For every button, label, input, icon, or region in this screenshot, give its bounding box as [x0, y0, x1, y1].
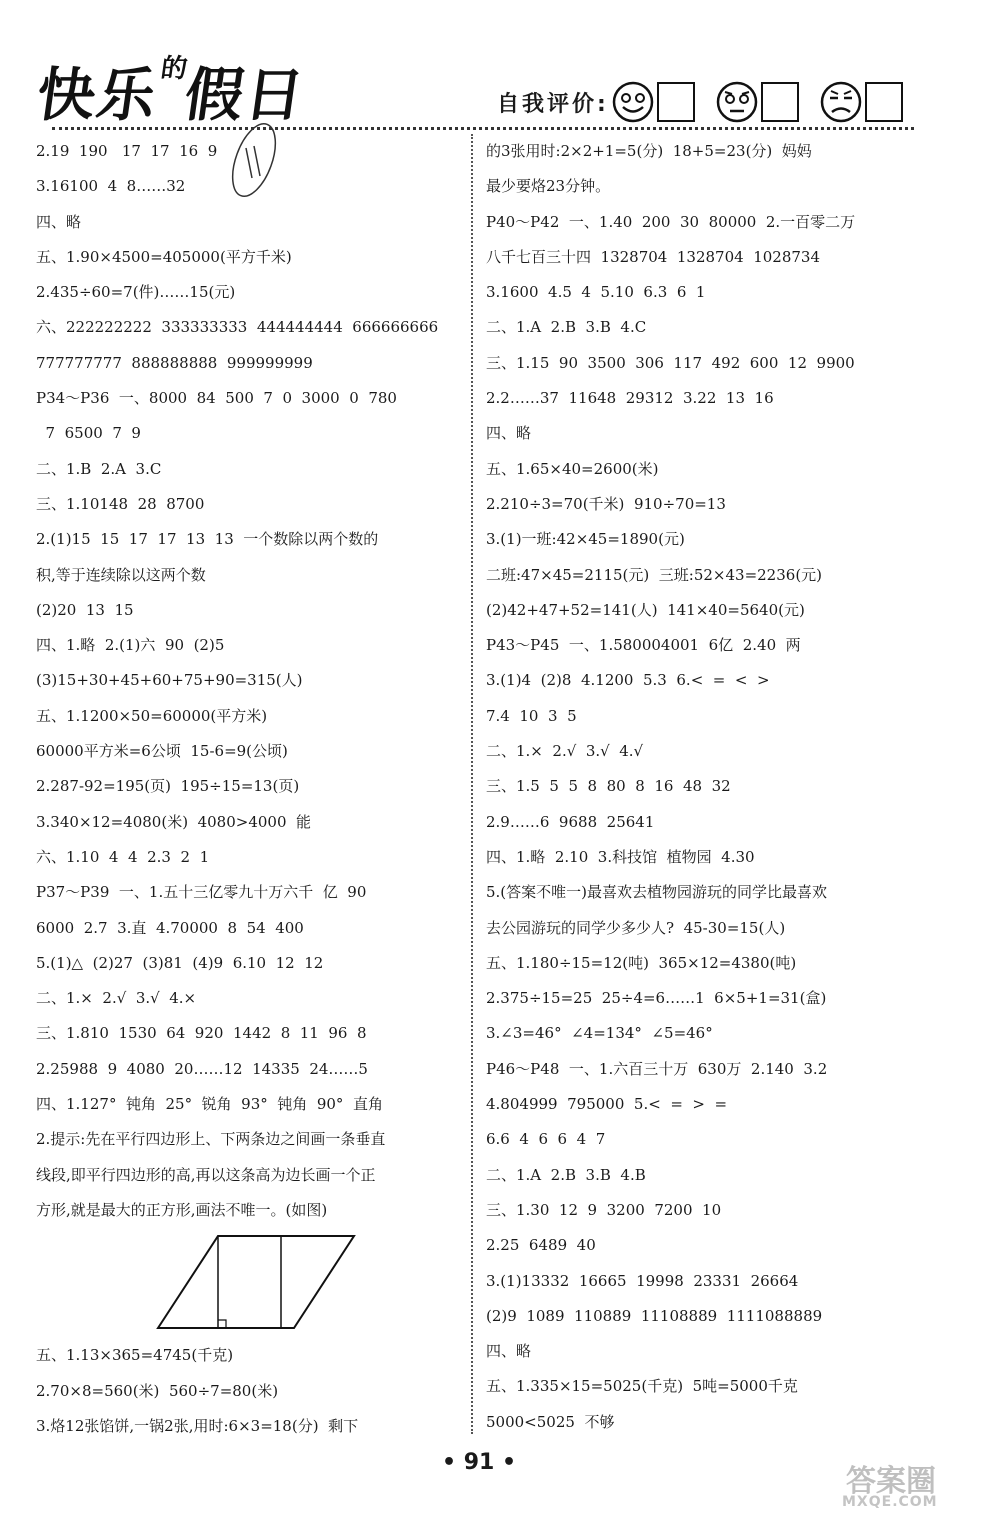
answer-line: (2)9 1089 110889 11108889 1111088889 [486, 1306, 823, 1325]
answer-line: 二、1.A 2.B 3.B 4.B [486, 1165, 646, 1184]
answer-line: 四、1.127° 钝角 25° 锐角 93° 钝角 90° 直角 [36, 1095, 383, 1114]
answer-line: P34～P36 一、8000 84 500 7 0 3000 0 780 [36, 389, 397, 408]
answer-line: (2)20 13 15 [36, 600, 134, 619]
answer-line: 四、1.略 2.10 3.科技馆 植物园 4.30 [486, 847, 755, 866]
answer-line: 五、1.335×15=5025(千克) 5吨=5000千克 [486, 1377, 798, 1396]
answer-line: 3.1600 4.5 4 5.10 6.3 6 1 [486, 283, 706, 302]
answer-line: 4.804999 795000 5.< = > = [486, 1095, 728, 1114]
right-column [486, 134, 906, 1440]
worried-face-icon [715, 80, 759, 124]
answer-line: 3.16100 4 8……32 [36, 177, 186, 196]
answer-line: 2.25 6489 40 [486, 1236, 596, 1255]
answer-line: 2.(1)15 15 17 17 13 13 一个数除以两个数的 [36, 530, 379, 549]
answer-line: 八千七百三十四 1328704 1328704 1028734 [486, 247, 821, 266]
watermark-logo: 答案圈 [846, 1464, 936, 1499]
self-evaluation [497, 80, 923, 124]
answer-line: 去公园游玩的同学少多少人? 45-30=15(人) [486, 918, 786, 937]
answer-line: 3.340×12=4080(米) 4080>4000 能 [36, 812, 312, 831]
answer-line: 线段,即平行四边形的高,再以这条高为边长画一个正 [36, 1165, 376, 1184]
answer-line: 三、1.15 90 3500 306 117 492 600 12 9900 [486, 353, 855, 372]
page-number: • 91 • [442, 1450, 517, 1475]
answer-line: 2.2……37 11648 29312 3.22 13 16 [486, 389, 774, 408]
answer-line: 6000 2.7 3.直 4.70000 8 54 400 [36, 918, 304, 937]
answer-line: 方形,就是最大的正方形,画法不唯一。(如图) [36, 1200, 328, 1219]
answer-line: 五、1.90×4500=405000(平方千米) [36, 247, 292, 266]
answer-line: 三、1.30 12 9 3200 7200 10 [486, 1200, 722, 1219]
answer-line: 2.19 190 17 17 16 9 [36, 142, 218, 160]
answer-line: 的3张用时:2×2+1=5(分) 18+5=23(分) 妈妈 [486, 142, 812, 160]
smile-face-icon [611, 80, 655, 124]
answer-line: 6.6 4 6 6 4 7 [486, 1130, 606, 1149]
answer-line: 四、略 [486, 1342, 532, 1361]
answer-line: P46～P48 一、1.六百三十万 630万 2.140 3.2 [486, 1059, 828, 1078]
self-evaluation-label: 自我评价: [497, 91, 609, 117]
answer-line: 777777777 888888888 999999999 [36, 353, 313, 372]
answer-line: P40～P42 一、1.40 200 30 80000 2.一百零二万 [486, 212, 856, 231]
column-divider [471, 134, 473, 1434]
answer-line: 六、222222222 333333333 444444444 666666666 [36, 318, 439, 337]
answer-line: 2.435÷60=7(件)……15(元) [36, 283, 236, 302]
answer-line: 三、1.810 1530 64 920 1442 8 11 96 8 [36, 1024, 367, 1043]
page-header [0, 0, 1000, 130]
answer-line: 六、1.10 4 4 2.3 2 1 [36, 847, 210, 866]
answer-line: 二、1.A 2.B 3.B 4.C [486, 318, 647, 337]
answer-line: 积,等于连续除以这两个数 [36, 565, 206, 584]
answer-line: 3.∠3=46° ∠4=134° ∠5=46° [486, 1024, 713, 1043]
answer-line: 五、1.13×365=4745(千克) [36, 1346, 234, 1365]
answer-line: (2)42+47+52=141(人) 141×40=5640(元) [486, 600, 805, 619]
answer-line: 5.(答案不唯一)最喜欢去植物园游玩的同学比最喜欢 [486, 883, 828, 902]
answer-line: (3)15+30+45+60+75+90=315(人) [36, 671, 303, 690]
evaluation-box-2[interactable] [761, 82, 799, 122]
answer-line: 五、1.1200×50=60000(平方米) [36, 706, 268, 725]
parallelogram-diagram [156, 1232, 356, 1332]
answer-line: 7.4 10 3 5 [486, 706, 577, 725]
answer-line: 2.210÷3=70(千米) 910÷70=13 [486, 494, 726, 513]
answer-line: 四、略 [36, 212, 82, 231]
watermark-site: MXQE.COM [842, 1494, 938, 1510]
answer-line: 五、1.180÷15=12(吨) 365×12=4380(吨) [486, 953, 797, 972]
evaluation-box-1[interactable] [657, 82, 695, 122]
answer-line: 四、略 [486, 424, 532, 443]
answer-line: P43～P45 一、1.580004001 6亿 2.40 两 [486, 636, 801, 655]
answer-line: 2.25988 9 4080 20……12 14335 24……5 [36, 1059, 368, 1078]
answer-line: 3.(1)一班:42×45=1890(元) [486, 530, 685, 549]
answer-line: P37～P39 一、1.五十三亿零九十万六千 亿 90 [36, 883, 367, 902]
header-divider [52, 127, 914, 130]
answer-line: 5000<5025 不够 [486, 1412, 615, 1431]
answer-line: 二、1.× 2.√ 3.√ 4.√ [486, 742, 644, 761]
book-title-logo: 快乐$^的$假日 [32, 54, 311, 129]
answer-line: 四、1.略 2.(1)六 90 (2)5 [36, 636, 225, 655]
answer-line: 60000平方米=6公顷 15-6=9(公顷) [36, 742, 288, 761]
answer-line: 二、1.B 2.A 3.C [36, 459, 162, 478]
answer-line: 3.烙12张馅饼,一锅2张,用时:6×3=18(分) 剩下 [36, 1416, 359, 1435]
answer-line: 最少要烙23分钟。 [486, 177, 611, 196]
answer-line: 7 6500 7 9 [36, 424, 141, 443]
answer-line: 五、1.65×40=2600(米) [486, 459, 659, 478]
answer-line: 2.287-92=195(页) 195÷15=13(页) [36, 777, 300, 796]
sad-face-icon [819, 80, 863, 124]
answer-line: 二班:47×45=2115(元) 三班:52×43=2236(元) [486, 565, 823, 584]
answer-line: 三、1.5 5 5 8 80 8 16 48 32 [486, 777, 731, 796]
answer-line: 3.(1)13332 16665 19998 23331 26664 [486, 1271, 799, 1290]
answer-line: 5.(1)△ (2)27 (3)81 (4)9 6.10 12 12 [36, 953, 324, 972]
evaluation-box-3[interactable] [865, 82, 903, 122]
answer-line: 三、1.10148 28 8700 [36, 494, 205, 513]
answer-line: 2.70×8=560(米) 560÷7=80(米) [36, 1381, 279, 1400]
answer-line: 二、1.× 2.√ 3.√ 4.× [36, 989, 197, 1008]
left-column [36, 134, 456, 1444]
answer-line: 3.(1)4 (2)8 4.1200 5.3 6.< = < > [486, 671, 770, 690]
answer-line: 2.9……6 9688 25641 [486, 812, 655, 831]
parallelogram-figure [36, 1228, 456, 1338]
answer-line: 2.375÷15=25 25÷4=6……1 6×5+1=31(盒) [486, 989, 827, 1008]
answer-line: 2.提示:先在平行四边形上、下两条边之间画一条垂直 [36, 1130, 386, 1149]
